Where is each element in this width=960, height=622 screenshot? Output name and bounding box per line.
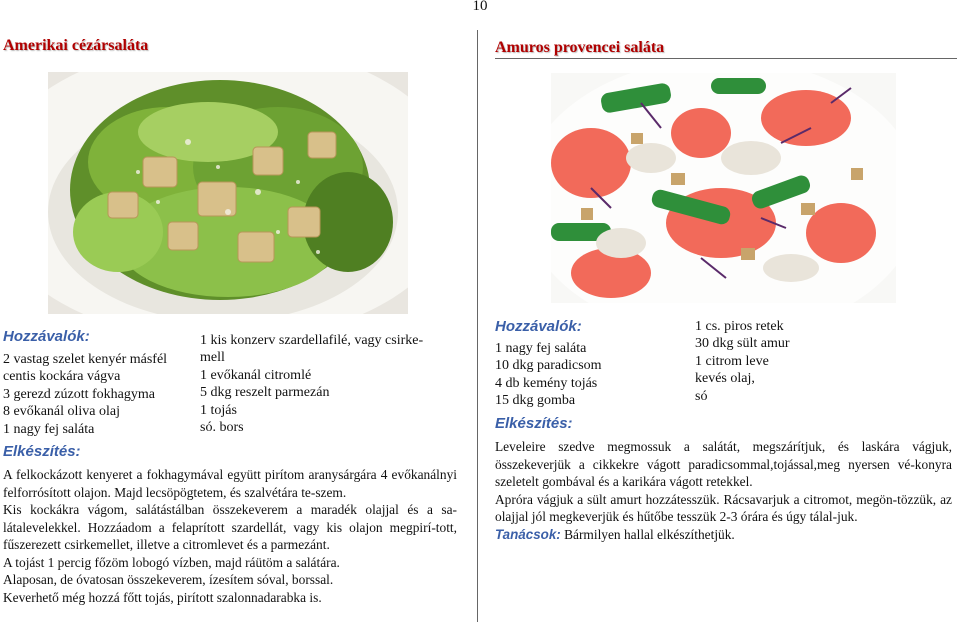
- caesar-salad-photo: [48, 72, 408, 314]
- left-recipe-title: Amerikai cézársaláta: [3, 37, 149, 54]
- ingredient-item: 3 gerezd zúzott fokhagyma: [3, 386, 155, 402]
- tip-line: [495, 526, 952, 544]
- ingredient-item: 5 dkg reszelt parmezán: [200, 385, 330, 401]
- column-divider: [477, 30, 478, 622]
- right-ingredients-col2: [695, 318, 790, 405]
- method-paragraph: Alaposan, de óvatosan összekeverem, ízesítem sóval, borssal.: [3, 572, 334, 587]
- left-ingredients-col1: [3, 351, 167, 438]
- ingredient-item: só. bors: [200, 420, 244, 436]
- ingredient-item: 2 vastag szelet kenyér másfél: [3, 352, 168, 367]
- ingredient-item: 1 nagy fej saláta: [495, 341, 587, 356]
- method-paragraph: Apróra vágjuk a sült amurt hozzátesszük. Rácsavarjuk a citromot, megön-tözzük, az olajjal jól megkeverjük és hűtőbe tesszük 2-3 órára és úgy tálal-juk.: [495, 491, 952, 524]
- ingredient-item: 4 db kemény tojás: [495, 375, 598, 391]
- title-underline: [495, 58, 957, 59]
- right-recipe-title: Amuros provencei saláta: [495, 39, 665, 56]
- ingredient-item: 1 tojás: [200, 402, 237, 418]
- method-paragraph: Kis kockákra vágom, salátástálban összekeverem a maradék olajjal és a sa-látalevelekkel. Hozzáadom a felaprított szardellát, vagy kis olajon megpirí-tott, fűszerezett csirkemellet, illetve a citromlevet és a parmezánt.: [3, 502, 457, 552]
- left-ingredients-heading: Hozzávalók:: [3, 328, 90, 345]
- ingredient-item: 1 cs. piros retek: [695, 319, 784, 334]
- ingredient-item: 1 nagy fej saláta: [3, 421, 95, 437]
- method-paragraph: Keverhető még hozzá főtt tojás, pirított szalonnadarabka is.: [3, 589, 322, 605]
- method-paragraph: A tojást 1 percig főzöm lobogó vízben, majd ráütöm a salátára.: [3, 554, 340, 570]
- method-paragraph: Leveleire szedve megmossuk a salátát, megszárítjuk, és laskára vágjuk, összekeverjük a cikkekre vágott paradicsommal,tojással,meg nyersen vé-konyra szeletelt gombával és a karikára vágott retekkel.: [495, 439, 952, 489]
- tip-label: Tanácsok:: [495, 526, 561, 542]
- page-number: 10: [472, 0, 488, 14]
- ingredient-item: 30 dkg sült amur: [695, 336, 790, 352]
- ingredient-item: 1 evőkanál citromlé: [200, 367, 312, 383]
- left-method-heading: Elkészítés:: [3, 443, 81, 460]
- ingredient-item: 1 kis konzerv szardellafilé, vagy csirke-: [200, 333, 424, 348]
- ingredient-item: 1 citrom leve: [695, 353, 769, 369]
- left-method-text: [3, 466, 457, 606]
- ingredient-item: 8 evőkanál oliva olaj: [3, 404, 121, 420]
- method-paragraph: A felkockázott kenyeret a fokhagymával együtt pirítom aranysárgára 4 evőkanálnyi felforrósított olajon. Majd lecsöpögtetem, és szalvétára te-szem.: [3, 467, 457, 500]
- tip-text: Bármilyen hallal elkészíthetjük.: [560, 526, 735, 542]
- ingredient-item: só: [695, 388, 708, 404]
- right-ingredients-heading: Hozzávalók:: [495, 318, 582, 335]
- ingredient-item: 10 dkg paradicsom: [495, 358, 602, 374]
- right-ingredients-col1: [495, 340, 602, 410]
- right-method-text: [495, 438, 952, 543]
- left-ingredients-col2: [200, 332, 423, 436]
- ingredient-item: 15 dkg gomba: [495, 393, 576, 409]
- right-method-heading: Elkészítés:: [495, 415, 573, 432]
- provencal-salad-photo: [551, 73, 896, 303]
- ingredient-item: kevés olaj,: [695, 371, 755, 387]
- ingredient-item: centis kockára vágva: [3, 369, 121, 385]
- ingredient-item: mell: [200, 350, 225, 366]
